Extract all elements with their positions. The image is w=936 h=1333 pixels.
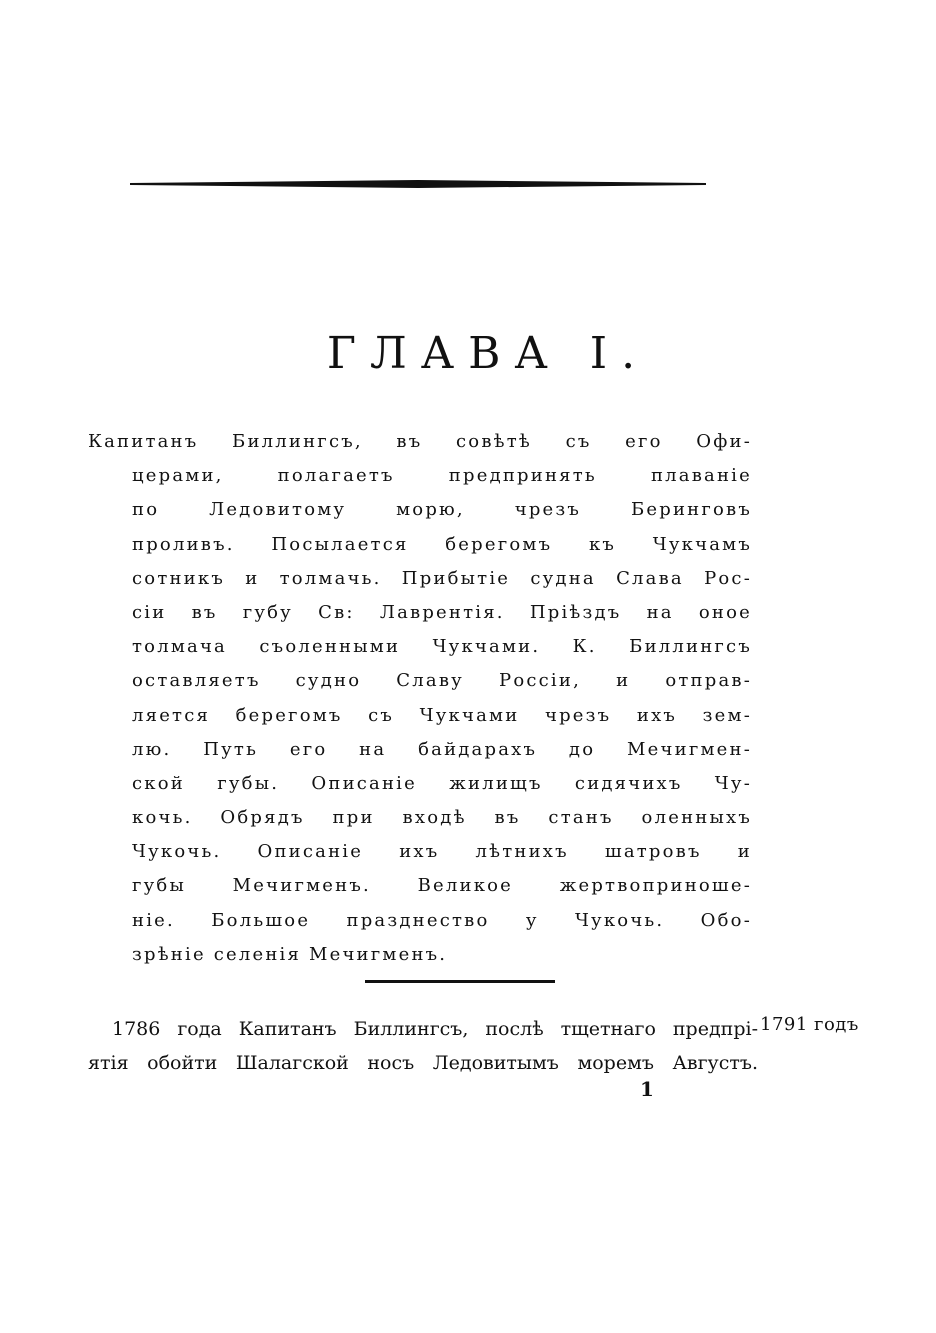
summary-line: лю. Путь его на байдарахъ до Мечигмен- (132, 738, 752, 760)
chapter-summary (88, 425, 752, 972)
summary-line: зрѣнie селенiя Мечигменъ. (132, 943, 448, 965)
summary-line: ской губы. Описанie жилищъ сидячихъ Чу- (132, 772, 752, 794)
top-ornamental-rule (130, 180, 706, 188)
body-line: 1786 года Капитанъ Биллингсъ, послѣ тщетнаго предпрi- (112, 1018, 758, 1040)
signature-mark: 1 (640, 1077, 654, 1101)
summary-line: сiи въ губу Св: Лаврентiя. Прiѣздъ на оное (132, 601, 752, 623)
summary-line: толмача съоленными Чукчами. К. Биллингсъ (132, 636, 752, 658)
summary-line: проливъ. Посылается берегомъ къ Чукчамъ (132, 533, 752, 555)
summary-line: нie. Большое празднество у Чукочь. Обо- (132, 909, 752, 931)
summary-line: Чукочь. Описанie ихъ лѣтнихъ шатровъ и (132, 841, 752, 863)
body-line: ятiя обойти Шалагской носъ Ледовитымъ моремъ Августъ. (88, 1052, 758, 1074)
summary-line: кочь. Обрядъ при входѣ въ станъ оленныхъ (132, 807, 752, 829)
summary-line: Капитанъ Биллингсъ, въ совѣтѣ съ его Офи- (88, 431, 752, 452)
body-paragraph (88, 1012, 758, 1080)
chapter-title: ГЛАВА I. (326, 328, 650, 379)
summary-line: церами, полагаетъ предпринять плаванie (132, 465, 752, 487)
summary-line: сотникъ и толмачь. Прибытie судна Слава Рос- (132, 567, 752, 589)
summary-line: ляется берегомъ съ Чукчами чрезъ ихъ зем- (132, 704, 752, 726)
summary-line: по Ледовитому морю, чрезъ Беринговъ (132, 499, 752, 521)
section-divider (365, 980, 555, 983)
summary-line: оставляетъ судно Славу Россiи, и отправ- (132, 670, 752, 692)
margin-year-note: 1791 годъ (760, 1014, 859, 1035)
summary-line: губы Мечигменъ. Великое жертвоприноше- (132, 875, 752, 897)
top-rule-graphic (130, 180, 706, 188)
